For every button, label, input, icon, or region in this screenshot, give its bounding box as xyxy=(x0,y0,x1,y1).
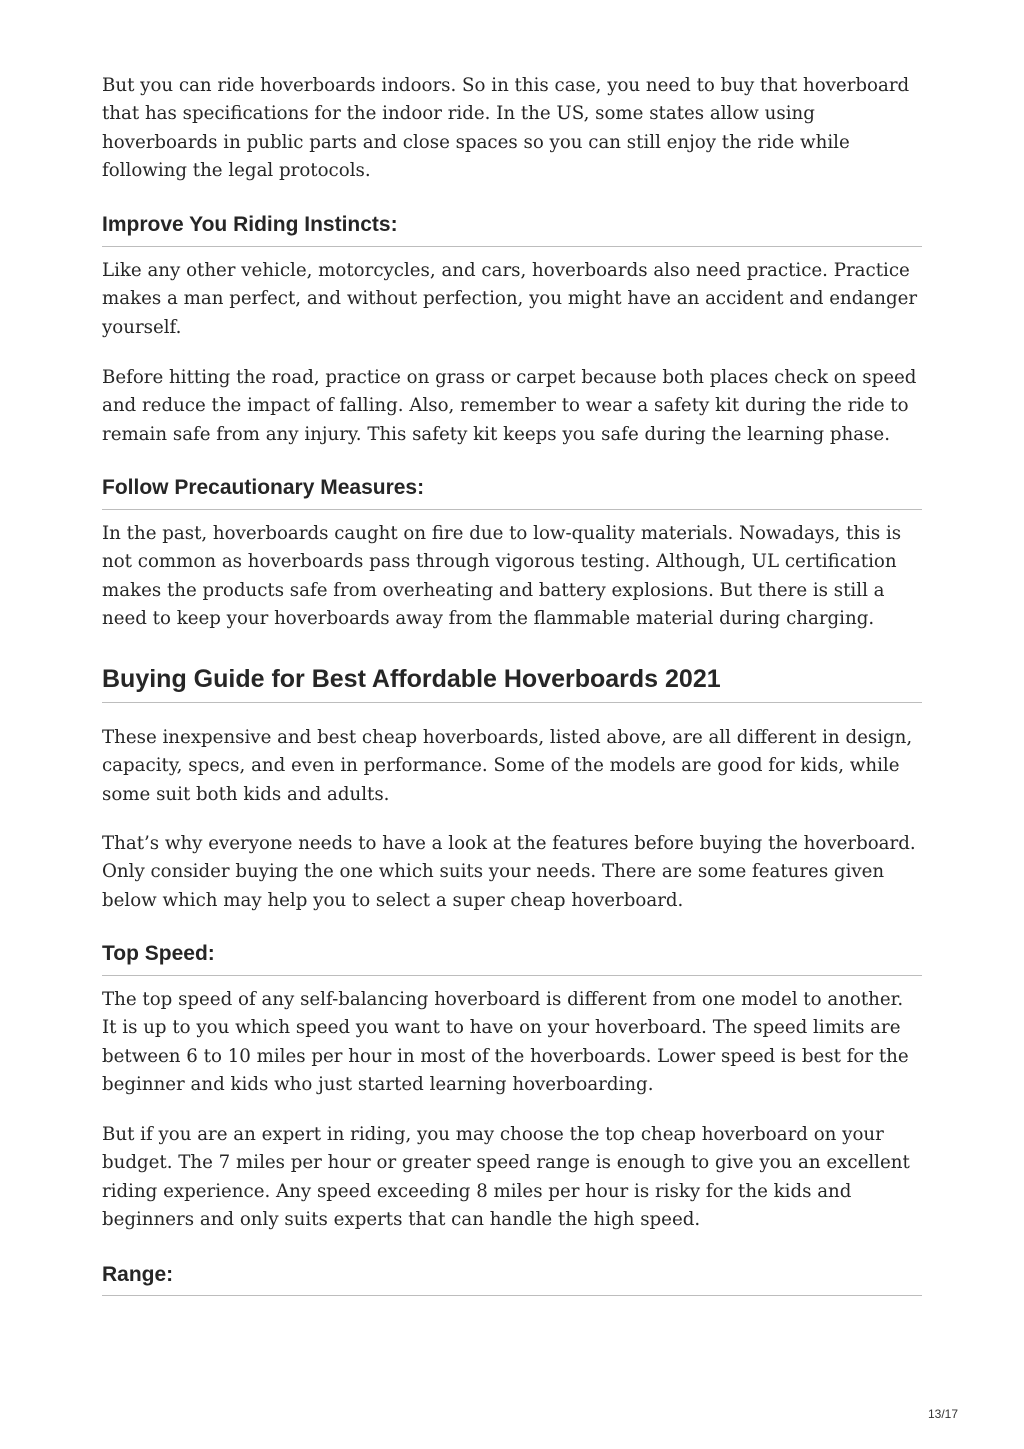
paragraph-indoor-riding: But you can ride hoverboards indoors. So in this case, you need to buy that hoverboard that has specifications for the indoor ride. In the US, some states allow using hoverboards in public parts and close spaces so you can still enjoy the ride while following the legal protocols. xyxy=(102,75,910,182)
paragraph-speed-limits: The top speed of any self-balancing hoverboard is different from one model to another. It is up to you which speed you want to have on your hoverboard. The speed limits are between 6 to 10 miles per hour in most of the hoverboards. Lower speed is best for the beginner and kids who just started learning hoverboarding. xyxy=(102,989,909,1096)
heading-buying-guide: Buying Guide for Best Affordable Hoverboards 2021 xyxy=(102,665,721,693)
paragraph-grass-carpet: Before hitting the road, practice on grass or carpet because both places check on speed and reduce the impact of falling. Also, remember to wear a safety kit during the ride to remain safe from any injury. This safety kit keeps you safe during the learning phase. xyxy=(102,367,917,445)
paragraph-expert-riding: But if you are an expert in riding, you may choose the top cheap hoverboard on your budget. The 7 miles per hour or greater speed range is enough to give you an excellent riding experience. Any speed exceeding 8 miles per hour is risky for the kids and beginners and only suits experts that can handle the high speed. xyxy=(102,1124,910,1231)
heading-range: Range: xyxy=(102,1263,174,1286)
paragraph-practice: Like any other vehicle, motorcycles, and cars, hoverboards also need practice. Practice makes a man perfect, and without perfection, you might have an accident and endanger yourself. xyxy=(102,260,918,338)
heading-improve-riding: Improve You Riding Instincts: xyxy=(102,213,398,236)
page-number: 13/17 xyxy=(927,1407,958,1421)
paragraph-inexpensive-hoverboards: These inexpensive and best cheap hoverboards, listed above, are all different in design, capacity, specs, and even in performance. Some of the models are good for kids, while some suit both kids and adults. xyxy=(102,727,913,805)
heading-top-speed: Top Speed: xyxy=(102,942,215,965)
heading-divider xyxy=(102,246,922,247)
heading-divider xyxy=(102,702,922,703)
heading-divider xyxy=(102,509,922,510)
heading-precautionary-measures: Follow Precautionary Measures: xyxy=(102,476,425,499)
paragraph-features: That’s why everyone needs to have a look at the features before buying the hoverboard. Only consider buying the one which suits your needs. There are some features given below which may help you to select a super cheap hoverboard. xyxy=(102,833,916,911)
heading-divider xyxy=(102,975,922,976)
heading-divider xyxy=(102,1295,922,1296)
paragraph-fire-safety: In the past, hoverboards caught on fire due to low-quality materials. Nowadays, this is not common as hoverboards pass through vigorous testing. Although, UL certification makes the products safe from overheating and battery explosions. But there is still a need to keep your hoverboards away from the flammable material during charging. xyxy=(102,523,902,630)
